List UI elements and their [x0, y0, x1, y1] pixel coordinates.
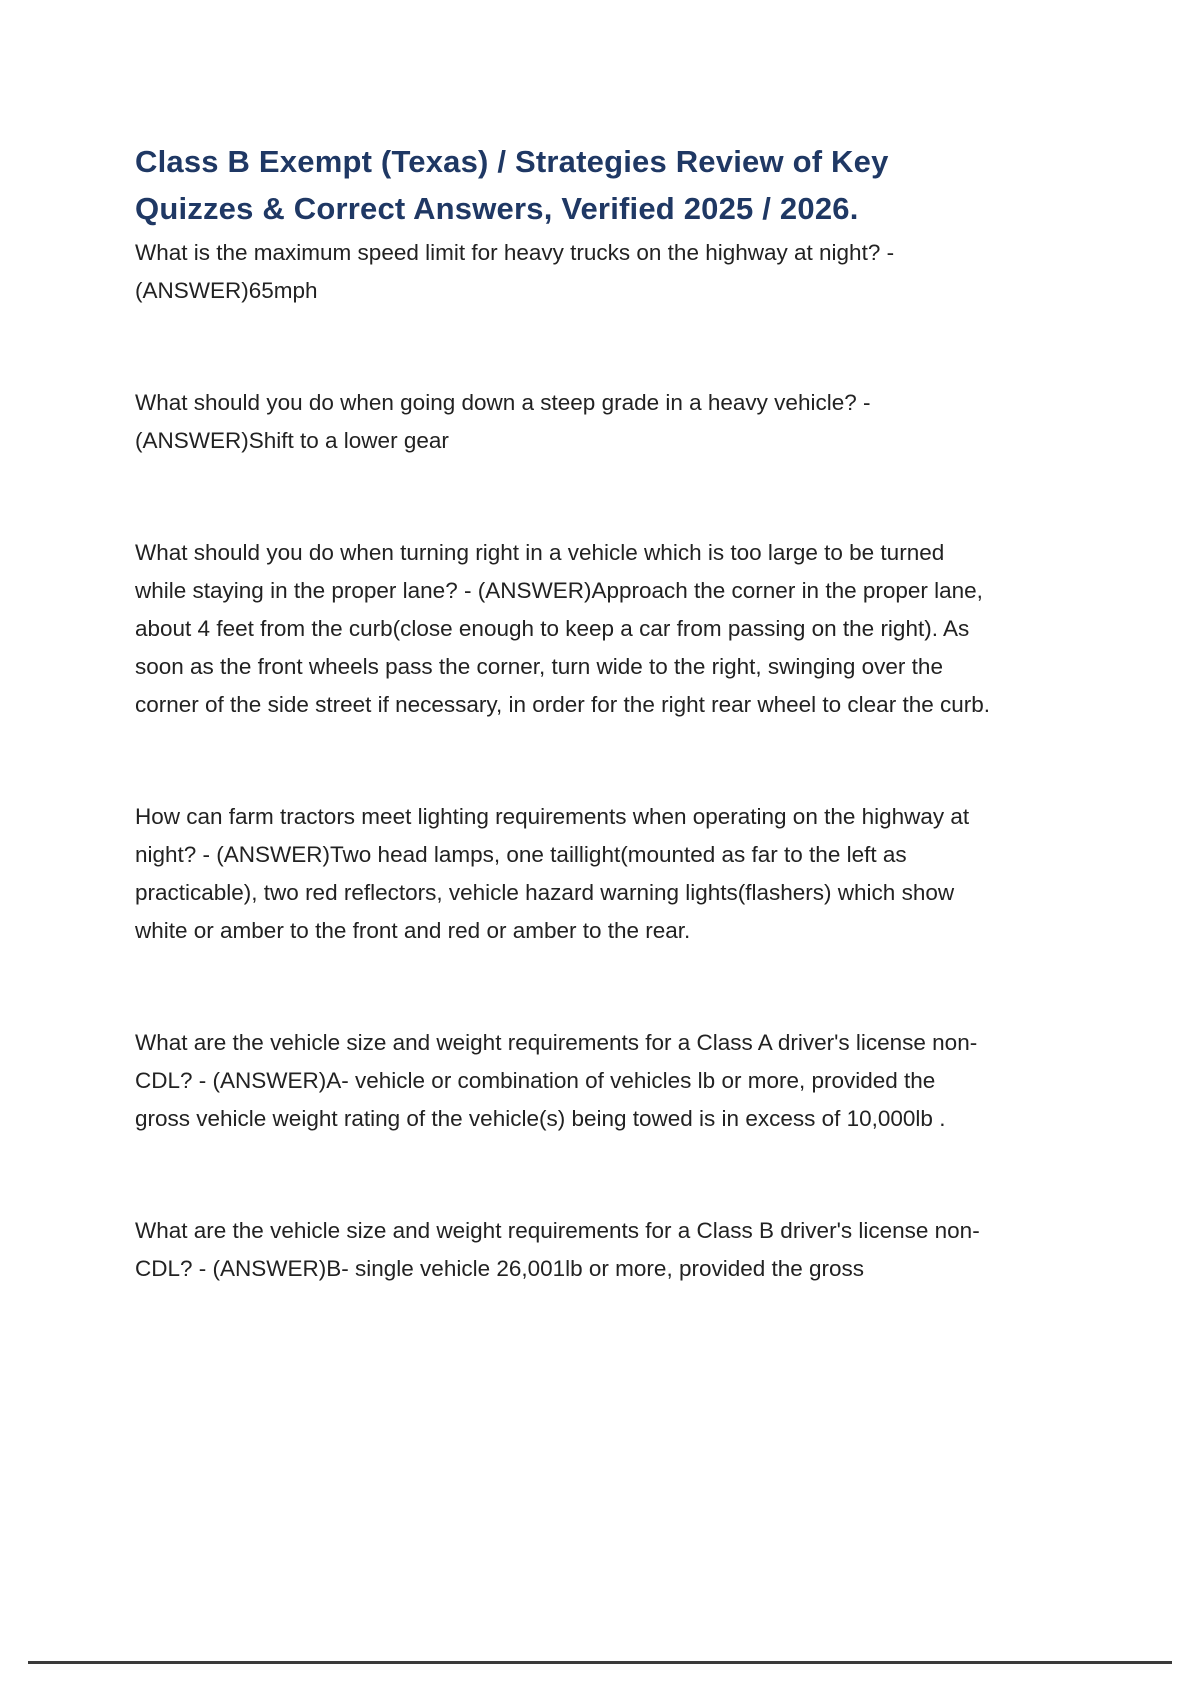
qa-paragraph: What should you do when turning right in a vehicle which is too large to be turned while staying in the proper lane? - (ANSWER)Approach the corner in the proper lane, about 4 feet from the curb(close enough to keep a car from passing on the right). As soon as the front wheels pass the corner, turn wide to the right, swinging over the corner of the side street if necessary, in order for the right rear wheel to clear the curb.	[135, 540, 990, 717]
qa-paragraph: What is the maximum speed limit for heavy trucks on the highway at night? - (ANSWER)65mph	[135, 240, 895, 303]
document-content	[135, 138, 995, 1362]
qa-paragraph: What are the vehicle size and weight requirements for a Class A driver's license non-CDL? - (ANSWER)A- vehicle or combination of vehicles lb or more, provided the gross vehicle weight rating of the vehicle(s) being towed is in excess of 10,000lb .	[135, 1030, 978, 1131]
footer-divider	[28, 1661, 1172, 1664]
qa-paragraph: What should you do when going down a steep grade in a heavy vehicle? - (ANSWER)Shift to a lower gear	[135, 390, 871, 453]
qa-paragraph: What are the vehicle size and weight requirements for a Class B driver's license non-CDL? - (ANSWER)B- single vehicle 26,001lb or more, provided the gross	[135, 1218, 980, 1281]
document-title: Class B Exempt (Texas) / Strategies Review of Key Quizzes & Correct Answers, Verified 2025 / 2026.	[135, 144, 889, 226]
qa-paragraph: How can farm tractors meet lighting requirements when operating on the highway at night? - (ANSWER)Two head lamps, one taillight(mounted as far to the left as practicable), two red reflectors, vehicle hazard warning lights(flashers) which show white or amber to the front and red or amber to the rear.	[135, 804, 970, 943]
